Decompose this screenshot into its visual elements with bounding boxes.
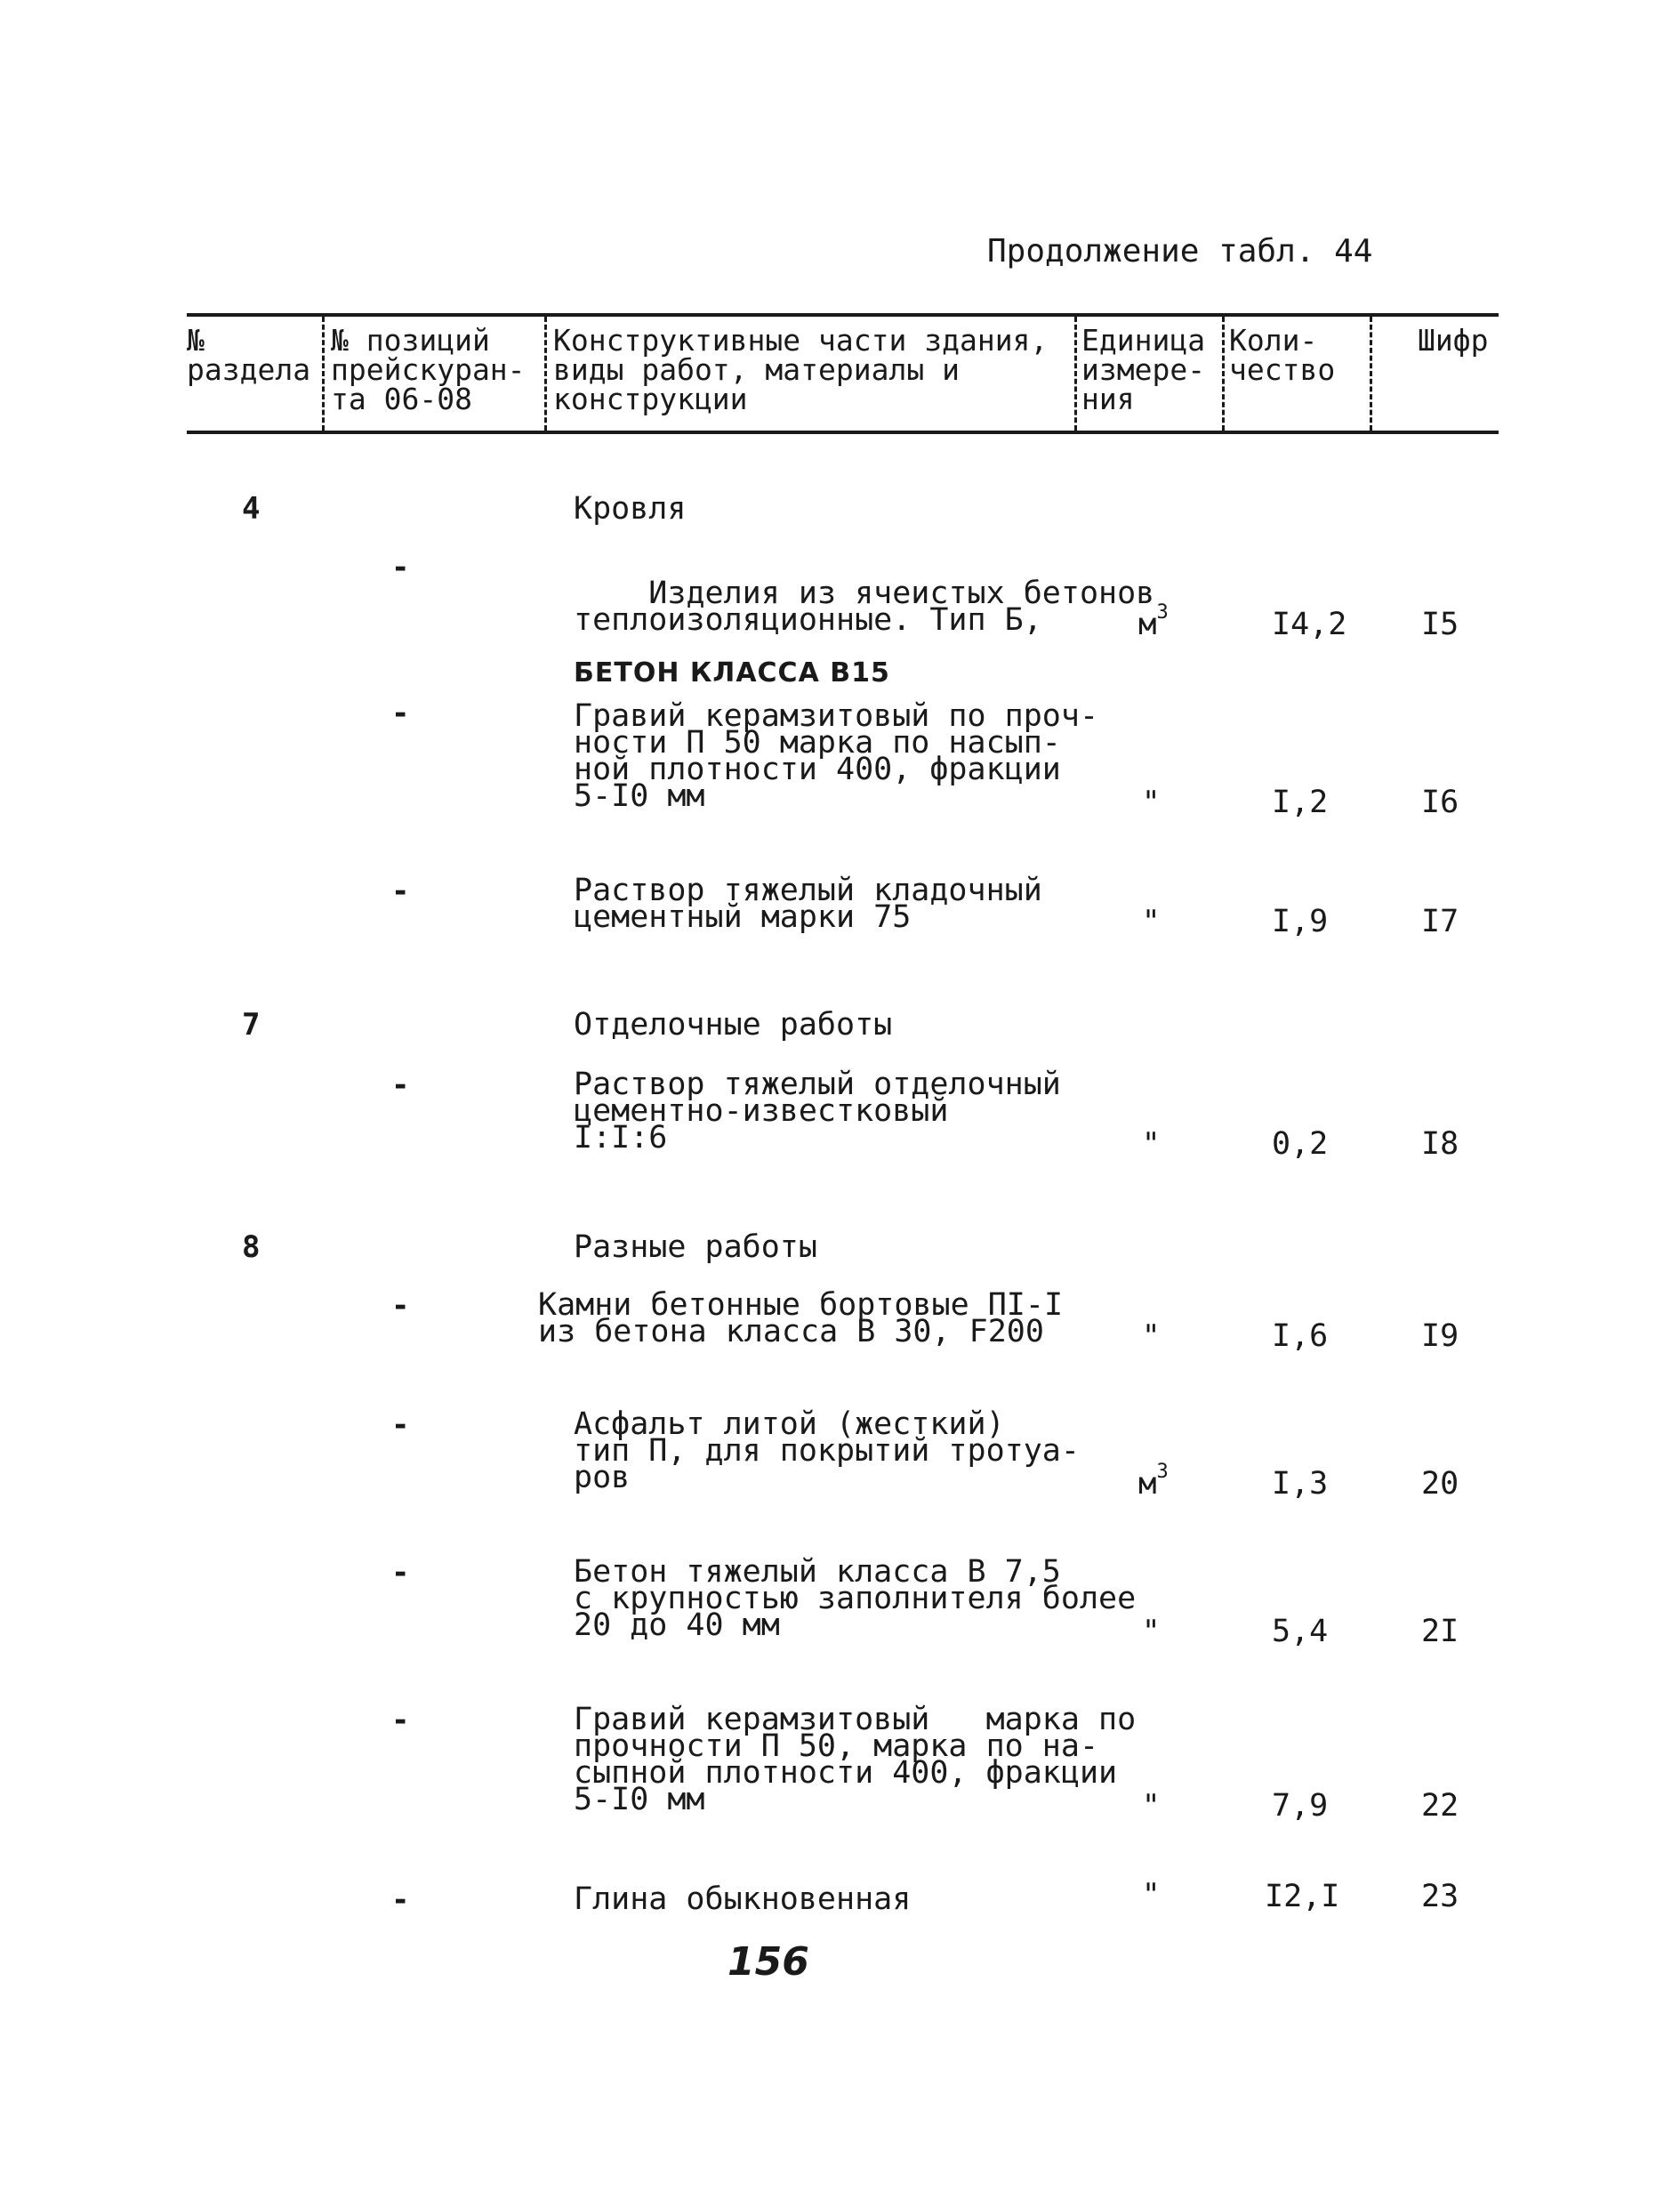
row-code: I7 xyxy=(1421,904,1459,939)
section-title: Кровля xyxy=(574,491,687,527)
row-dash: - xyxy=(391,874,410,909)
row-unit: " xyxy=(1142,904,1161,939)
col-separator xyxy=(544,317,547,431)
row-description: Раствор тяжелый отделочный цементно-известковый I:I:6 xyxy=(574,1067,1061,1156)
section-number: 8 xyxy=(242,1229,261,1265)
row-description: Гравий керамзитовый марка по прочности П 50, марка по на- сыпной плотности 400, фракции 5-I0 мм xyxy=(574,1702,1137,1817)
row-quantity: I4,2 xyxy=(1272,607,1347,642)
row-unit: " xyxy=(1142,1877,1161,1913)
row-code: I8 xyxy=(1421,1126,1459,1162)
table-top-rule xyxy=(187,313,1499,317)
row-unit: " xyxy=(1142,1126,1161,1162)
row-description: Глина обыкновенная xyxy=(574,1881,912,1917)
row-unit xyxy=(1138,601,1169,642)
col-separator xyxy=(1370,317,1372,431)
row-description: Раствор тяжелый кладочный цементный марки 75 xyxy=(574,873,1042,935)
row-description-extra: БЕТОН КЛАССА В15 xyxy=(574,657,890,689)
row-description: Камни бетонные бортовые ПI-I из бетона класса В 30, F200 xyxy=(538,1287,1064,1349)
row-code: 2I xyxy=(1421,1614,1459,1649)
row-code: 20 xyxy=(1421,1466,1459,1502)
row-unit: " xyxy=(1142,1788,1161,1824)
section-title: Отделочные работы xyxy=(574,1007,893,1043)
continuation-title: Продолжение табл. 44 xyxy=(987,233,1373,270)
unit-text: м xyxy=(1138,1466,1157,1502)
row-code: 23 xyxy=(1421,1879,1459,1914)
col-header-quantity: Коли- чество xyxy=(1229,323,1336,387)
row-code: I5 xyxy=(1421,607,1459,642)
row-quantity: 0,2 xyxy=(1272,1126,1329,1162)
row-quantity: I,2 xyxy=(1272,785,1329,820)
row-unit xyxy=(1138,1461,1169,1502)
row-quantity: I,6 xyxy=(1272,1318,1329,1354)
unit-superscript: 3 xyxy=(1156,601,1169,624)
row-dash: - xyxy=(391,1703,410,1738)
row-dash: - xyxy=(391,1067,410,1103)
row-description-text: Изделия из ячеистых бетонов теплоизоляционные. Тип Б, xyxy=(574,576,1155,638)
row-code: I6 xyxy=(1421,785,1459,820)
row-unit: " xyxy=(1142,785,1161,820)
row-dash: - xyxy=(391,1555,410,1591)
section-number: 4 xyxy=(242,491,261,527)
col-separator xyxy=(1074,317,1077,431)
col-header-section: № раздела xyxy=(187,323,311,387)
col-separator xyxy=(1222,317,1225,431)
row-dash: - xyxy=(391,1407,410,1443)
row-dash: - xyxy=(391,1882,410,1918)
row-quantity: I,9 xyxy=(1272,904,1329,939)
row-unit: " xyxy=(1142,1614,1161,1649)
row-dash: - xyxy=(391,550,410,585)
row-code: I9 xyxy=(1421,1318,1459,1354)
row-description: Бетон тяжелый класса В 7,5 с крупностью заполнителя более 20 до 40 мм xyxy=(574,1554,1137,1643)
page-number: 156 xyxy=(727,1939,809,1985)
unit-superscript: 3 xyxy=(1156,1461,1169,1483)
row-quantity: I2,I xyxy=(1265,1879,1340,1914)
row-quantity: 5,4 xyxy=(1272,1614,1329,1649)
col-header-code: Шифр xyxy=(1418,323,1489,358)
row-quantity: 7,9 xyxy=(1272,1788,1329,1824)
col-header-unit: Единица измере- ния xyxy=(1081,323,1206,416)
unit-text: м xyxy=(1138,607,1157,642)
col-header-price-position: № позиций прейскуран- та 06-08 xyxy=(331,323,526,416)
row-unit: " xyxy=(1142,1318,1161,1354)
row-dash: - xyxy=(391,696,410,731)
row-quantity: I,3 xyxy=(1272,1466,1329,1502)
section-title: Разные работы xyxy=(574,1229,817,1265)
row-description: Асфальт литой (жесткий) тип П, для покрытий тротуа- ров xyxy=(574,1406,1080,1495)
row-description: Гравий керамзитовый по проч- ности П 50 марка по насып- ной плотности 400, фракции 5-I0 мм xyxy=(574,698,1099,814)
table-header-bottom-rule xyxy=(187,431,1499,434)
section-number: 7 xyxy=(242,1007,261,1043)
row-code: 22 xyxy=(1421,1788,1459,1824)
row-dash: - xyxy=(391,1288,410,1324)
col-separator xyxy=(322,317,325,431)
col-header-description: Конструктивные части здания, виды работ, материалы и конструкции xyxy=(553,323,1049,416)
